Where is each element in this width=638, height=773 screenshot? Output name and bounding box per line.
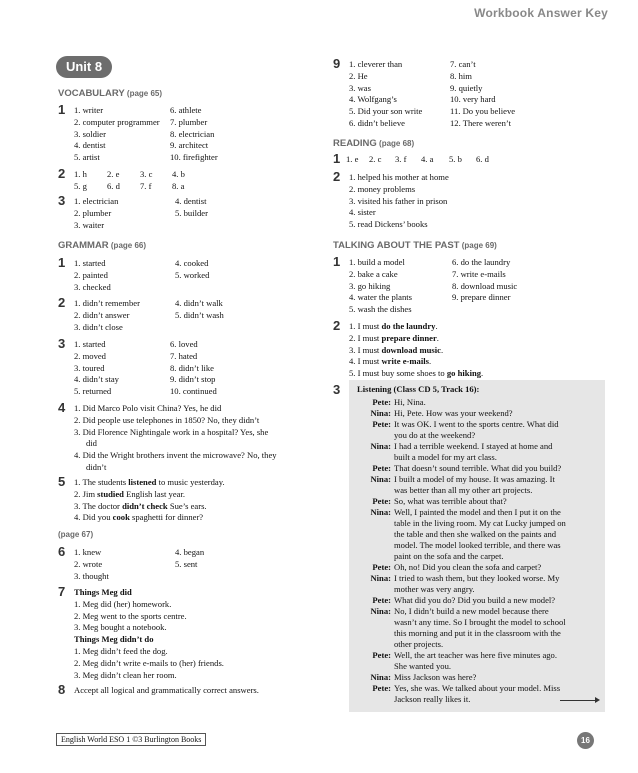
- dialogue-line: What did you do? Did you build a new model?: [394, 595, 556, 605]
- answer-line: [74, 489, 185, 501]
- answer-line: 5. worked: [175, 269, 210, 280]
- unit-badge: Unit 8: [56, 56, 112, 78]
- section-title: READING: [333, 138, 377, 149]
- answer-line: 3. was: [349, 82, 371, 93]
- dialogue-line: mother was very angry.: [394, 584, 475, 594]
- answer-text: 2. I must: [349, 332, 382, 343]
- exercise-number: 5: [58, 474, 66, 489]
- answer-text: to music yesterday.: [156, 477, 225, 487]
- answer-line: 3. visited his father in prison: [349, 195, 448, 206]
- dialogue-line: model. The model looked terrible, and there was: [394, 540, 561, 550]
- dialogue-line: Hi, Nina.: [394, 397, 426, 407]
- speaker-label: Nina:: [370, 474, 391, 484]
- answer-line: 3. Meg bought a notebook.: [74, 622, 167, 633]
- answer-line: 5. builder: [175, 207, 208, 218]
- answer-line: 1. started: [74, 339, 106, 349]
- exercise-number: 1: [333, 254, 341, 269]
- answer-line: 4. didn’t walk: [175, 298, 223, 308]
- answer-line: Accept all logical and grammatically correct answers.: [74, 685, 259, 695]
- answer-line: 1. Meg did (her) homework.: [74, 598, 172, 609]
- dialogue-line: Oh, no! Did you clean the sofa and carpet?: [394, 562, 542, 572]
- answer-line: [74, 501, 207, 513]
- section-grammar: [58, 240, 146, 251]
- answer-emphasis: do the laundry: [381, 321, 436, 331]
- answer-line: 2. He: [349, 70, 368, 81]
- answer-line: 5. didn’t wash: [175, 309, 224, 320]
- answer-line: 7. plumber: [170, 116, 208, 127]
- dialogue-line: paint on the sofa and the carpet.: [394, 551, 504, 561]
- answer-line: 4. b: [172, 169, 185, 179]
- answer-line: 1. Meg didn’t feed the dog.: [74, 646, 168, 656]
- answer-line: 7. f: [140, 180, 152, 191]
- speaker-label: Pete:: [372, 397, 391, 407]
- answer-line: 5. sent: [175, 558, 198, 569]
- answer-line: 3. go hiking: [349, 280, 391, 291]
- section-title: TALKING ABOUT THE PAST: [333, 240, 460, 251]
- answer-line: 5. returned: [74, 386, 112, 397]
- section-page: (page 66): [108, 241, 147, 250]
- answer-line: 6. athlete: [170, 105, 202, 115]
- speaker-label: Nina:: [370, 507, 391, 517]
- answer-line: 2. Meg didn’t write e-mails to (her) friends.: [74, 657, 224, 668]
- answer-line: [349, 345, 443, 357]
- answer-line: 1. started: [74, 258, 106, 268]
- speaker-label: Nina:: [370, 408, 391, 418]
- dialogue-line: So, what was terrible about that?: [394, 496, 507, 506]
- exercise-number: 4: [58, 400, 66, 415]
- answer-line: [349, 368, 483, 380]
- exercise-number: 2: [333, 169, 341, 184]
- speaker-label: Nina:: [370, 573, 391, 583]
- answer-line: 9. didn’t stop: [170, 374, 216, 385]
- answer-line: 3. soldier: [74, 128, 106, 139]
- exercise-number: 3: [333, 382, 341, 397]
- answer-line: didn’t: [86, 462, 107, 472]
- answer-line: 4. sister: [349, 207, 376, 218]
- speaker-label: Pete:: [372, 562, 391, 572]
- dialogue-line: Miss Jackson was here?: [394, 672, 477, 682]
- answer-line: [74, 512, 203, 524]
- section-title: VOCABULARY: [58, 88, 125, 99]
- subheading: Things Meg did: [74, 587, 132, 597]
- answer-line: 9. architect: [170, 140, 209, 151]
- section-page: (page 67): [58, 530, 94, 539]
- answer-text: 4. I must: [349, 356, 382, 367]
- answer-line: [349, 356, 431, 368]
- dialogue-line: I tried to wash them, but they looked worse. My: [394, 573, 560, 583]
- answer-emphasis: write e-mails: [381, 356, 429, 367]
- answer-emphasis: studied: [97, 488, 124, 499]
- dialogue-line: other projects.: [394, 639, 444, 649]
- answer-line: 4. Wolfgang’s: [349, 94, 397, 105]
- answer-line: 4. dentist: [74, 140, 106, 151]
- answer-line: 2. computer programmer: [74, 116, 160, 127]
- exercise-number: 7: [58, 584, 66, 599]
- answer-text: 4. Did you: [74, 512, 113, 523]
- answer-line: 2. c: [369, 154, 382, 164]
- answer-line: 3. thought: [74, 570, 109, 581]
- speaker-label: Nina:: [370, 672, 391, 682]
- exercise-number: 3: [58, 336, 66, 351]
- answer-line: 3. waiter: [74, 219, 105, 230]
- dialogue-line: Yes, she was. We talked about your model. Miss: [394, 683, 561, 693]
- answer-line: [349, 333, 439, 345]
- continue-arrow-icon: [560, 700, 596, 701]
- section-page: (page 68): [376, 139, 415, 148]
- answer-line: 5. wash the dishes: [349, 304, 412, 315]
- answer-line: 3. Did Florence Nightingale work in a hospital? Yes, she: [74, 426, 269, 437]
- exercise-number: 9: [333, 56, 341, 71]
- subheading: Things Meg didn’t do: [74, 634, 154, 645]
- answer-text: 2. Jim: [74, 488, 98, 499]
- answer-line: 3. Meg didn’t clean her room.: [74, 669, 177, 680]
- answer-line: 3. checked: [74, 281, 111, 292]
- answer-text: 3. I must: [349, 344, 382, 355]
- answer-text: .: [435, 321, 438, 331]
- answer-line: 3. c: [140, 169, 153, 179]
- answer-line: 4. Did the Wright brothers invent the microwave? No, they: [74, 450, 277, 461]
- answer-line: 3. didn’t close: [74, 321, 123, 332]
- answer-emphasis: prepare dinner: [381, 332, 437, 343]
- exercise-number: 3: [58, 193, 66, 208]
- dialogue-line: the table and then she walked on the paints and: [394, 529, 557, 539]
- answer-line: 8. electrician: [170, 128, 215, 139]
- dialogue-line: you do at the weekend?: [394, 430, 476, 440]
- answer-line: 4. didn’t stay: [74, 374, 119, 385]
- answer-text: 1. The students: [74, 477, 129, 487]
- answer-line: [349, 321, 438, 333]
- answer-line: 1. electrician: [74, 196, 119, 206]
- answer-line: 2. e: [107, 169, 120, 179]
- answer-line: 4. began: [175, 547, 205, 557]
- answer-line: 3. f: [395, 154, 407, 164]
- answer-line: 2. money problems: [349, 183, 416, 194]
- answer-line: 1. Did Marco Polo visit China? Yes, he did: [74, 403, 222, 413]
- footer-credit: English World ESO 1 ©3 Burlington Books: [56, 733, 206, 746]
- answer-line: 12. There weren’t: [450, 118, 512, 128]
- answer-text: .: [436, 332, 439, 343]
- dialogue-line: It was OK. I went to the sports centre. What did: [394, 419, 559, 429]
- exercise-number: 1: [58, 102, 66, 117]
- answer-line: 1. cleverer than: [349, 59, 403, 69]
- speaker-label: Pete:: [372, 650, 391, 660]
- dialogue-line: wasn’t any time. So I brought the model to school: [394, 617, 566, 627]
- section-talking-about-the-past: [333, 240, 497, 251]
- answer-emphasis: listened: [128, 477, 157, 487]
- answer-line: 6. d: [107, 180, 120, 191]
- page-header: Workbook Answer Key: [474, 6, 608, 20]
- answer-line: 8. a: [172, 180, 185, 191]
- dialogue-line: I had a terrible weekend. I stayed at home and: [394, 441, 553, 451]
- answer-line: 1. e: [346, 154, 359, 164]
- dialogue-line: built a model for my art class.: [394, 452, 497, 462]
- answer-line: 3. toured: [74, 362, 105, 373]
- exercise-number: 6: [58, 544, 66, 559]
- answer-line: 4. a: [421, 154, 434, 164]
- answer-line: 8. him: [450, 70, 472, 81]
- answer-text: Sue’s ears.: [167, 500, 207, 511]
- answer-line: 5. b: [449, 154, 462, 164]
- section-reading: [333, 138, 414, 149]
- answer-line: 11. Do you believe: [450, 106, 516, 117]
- answer-line: 6. d: [476, 154, 489, 164]
- answer-line: 2. Meg went to the sports centre.: [74, 610, 187, 621]
- answer-line: 4. water the plants: [349, 292, 413, 303]
- answer-line: 7. can’t: [450, 59, 476, 69]
- answer-line: 4. cooked: [175, 258, 209, 268]
- answer-line: 5. Did your son write: [349, 106, 423, 117]
- answer-text: 3. The doctor: [74, 500, 123, 511]
- answer-line: 6. loved: [170, 339, 198, 349]
- exercise-number: 1: [58, 255, 66, 270]
- answer-emphasis: cook: [112, 512, 130, 523]
- dialogue-line: I built a model of my house. It was amazing. It: [394, 474, 555, 484]
- listening-heading: Listening (Class CD 5, Track 16):: [357, 384, 480, 394]
- answer-line: 1. build a model: [349, 257, 405, 267]
- answer-line: 1. didn’t remember: [74, 298, 140, 308]
- dialogue-line: That doesn’t sound terrible. What did you build?: [394, 463, 562, 473]
- answer-line: 6. didn’t believe: [349, 118, 405, 128]
- exercise-number: 8: [58, 682, 66, 697]
- answer-line: 5. read Dickens’ books: [349, 219, 428, 230]
- page-number: 16: [577, 732, 594, 749]
- speaker-label: Pete:: [372, 496, 391, 506]
- answer-line: [74, 477, 225, 489]
- section-title: GRAMMAR: [58, 240, 109, 251]
- answer-line: 9. prepare dinner: [452, 292, 511, 303]
- answer-line: 2. Did people use telephones in 1850? No, they didn’t: [74, 414, 260, 425]
- answer-text: .: [428, 356, 432, 367]
- dialogue-line: Hi, Pete. How was your weekend?: [394, 408, 513, 418]
- speaker-label: Pete:: [372, 463, 391, 473]
- section-page: (page 65): [124, 89, 163, 98]
- exercise-number: 2: [58, 295, 66, 310]
- answer-line: 2. plumber: [74, 207, 112, 218]
- answer-emphasis: go hiking: [446, 368, 482, 379]
- answer-text: 1. I must: [349, 321, 382, 331]
- answer-line: 6. do the laundry: [452, 257, 511, 267]
- dialogue-line: Well, the art teacher was here five minutes ago.: [394, 650, 557, 660]
- answer-text: 5. I must buy some shoes to: [349, 368, 447, 379]
- speaker-label: Nina:: [370, 606, 391, 616]
- speaker-label: Pete:: [372, 683, 391, 693]
- answer-text: English last year.: [123, 488, 186, 499]
- answer-emphasis: download music: [381, 344, 441, 355]
- answer-line: 1. helped his mother at home: [349, 172, 449, 182]
- answer-emphasis: didn’t check: [122, 500, 168, 511]
- answer-text: spaghetti for dinner?: [129, 512, 204, 523]
- answer-line: did: [86, 438, 97, 449]
- answer-line: 10. firefighter: [170, 152, 218, 163]
- dialogue-line: Well, I painted the model and then I put it on the: [394, 507, 561, 517]
- dialogue-line: No, I didn’t build a new model because there: [394, 606, 549, 616]
- section-vocabulary: [58, 88, 162, 99]
- answer-text: .: [481, 368, 484, 379]
- section-page: (page 69): [459, 241, 497, 250]
- answer-line: 1. writer: [74, 105, 104, 115]
- answer-line: 9. quietly: [450, 82, 483, 93]
- answer-line: 2. wrote: [74, 558, 103, 569]
- answer-line: 5. g: [74, 180, 87, 191]
- answer-line: 8. download music: [452, 280, 518, 291]
- answer-line: 5. artist: [74, 152, 100, 163]
- answer-line: 10. very hard: [450, 94, 496, 105]
- answer-line: 7. write e-mails: [452, 268, 506, 279]
- answer-line: 1. h: [74, 169, 87, 179]
- answer-line: 1. knew: [74, 547, 102, 557]
- dialogue-line: was better than all my other art projects.: [394, 485, 533, 495]
- dialogue-line: Jackson really likes it.: [394, 694, 471, 704]
- speaker-label: Pete:: [372, 419, 391, 429]
- speaker-label: Pete:: [372, 595, 391, 605]
- answer-text: .: [440, 344, 444, 355]
- answer-line: 4. dentist: [175, 196, 207, 206]
- answer-line: 10. continued: [170, 386, 217, 397]
- answer-line: 7. hated: [170, 350, 198, 361]
- answer-line: 2. moved: [74, 350, 106, 361]
- answer-line: 2. bake a cake: [349, 268, 398, 279]
- answer-line: 8. didn’t like: [170, 362, 215, 373]
- dialogue-line: table in the living room. My cat Lucky jumped on: [394, 518, 566, 528]
- speaker-label: Nina:: [370, 441, 391, 451]
- exercise-number: 1: [333, 151, 341, 166]
- answer-line: 2. didn’t answer: [74, 309, 130, 320]
- answer-line: 2. painted: [74, 269, 108, 280]
- dialogue-line: this morning and put it in the classroom with the: [394, 628, 561, 638]
- exercise-number: 2: [58, 166, 66, 181]
- exercise-number: 2: [333, 318, 341, 333]
- dialogue-line: She wanted you.: [394, 661, 452, 671]
